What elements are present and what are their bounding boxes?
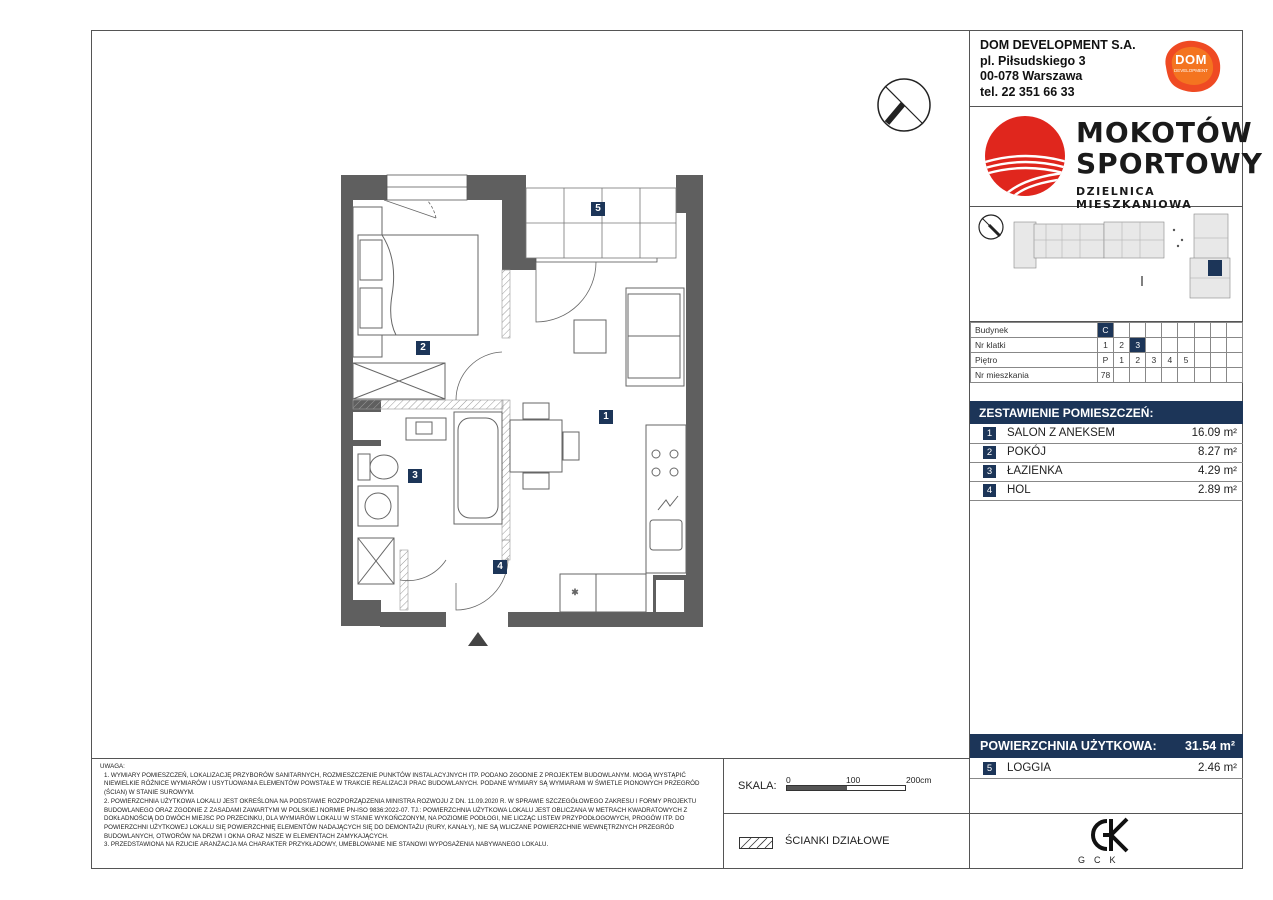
info-table-cell: 1 [1114, 353, 1130, 368]
info-table-cell [1194, 338, 1210, 353]
info-table-cell [1226, 323, 1242, 338]
sidebar-line [970, 813, 1243, 814]
info-table-cell: C [1097, 323, 1113, 338]
info-table-cell: 78 [1097, 368, 1113, 383]
info-table-cell: 2 [1130, 353, 1146, 368]
room-number: 2 [983, 446, 996, 459]
company-phone: tel. 22 351 66 33 [980, 84, 1075, 99]
wardrobe [353, 363, 445, 399]
project-title-line-2: SPORTOWY [1076, 147, 1263, 180]
info-table-cell [1162, 338, 1178, 353]
info-table-cell [1226, 353, 1242, 368]
info-table-cell [1114, 323, 1130, 338]
room-row [970, 462, 1243, 482]
info-table-cell [1226, 338, 1242, 353]
shaft [656, 580, 684, 612]
info-table-cell: 5 [1178, 353, 1194, 368]
room-name: POKÓJ [1007, 446, 1046, 458]
info-table-label: Piętro [971, 353, 1098, 368]
scale-legend-divider [723, 813, 969, 814]
dom-development-logo [1158, 37, 1224, 95]
info-table-row [971, 323, 1243, 338]
info-table-row [971, 353, 1243, 368]
partition-wall-legend-swatch [739, 836, 773, 848]
room-area: 4.29 m² [1198, 465, 1237, 477]
loggia-row [970, 759, 1243, 779]
loggia-floor [526, 188, 676, 258]
info-table-cell: 1 [1097, 338, 1113, 353]
info-table-cell [1130, 368, 1146, 383]
bed [353, 207, 478, 357]
project-subtitle: DZIELNICA MIESZKANIOWA [1076, 185, 1193, 211]
floor-plan [336, 170, 708, 650]
compass-icon [875, 77, 933, 133]
mokotow-sportowy-logo-mark [984, 116, 1066, 196]
scale-tick-label: 0 [786, 775, 791, 785]
note-item: 1. WYMIARY POMIESZCZEŃ, LOKALIZACJĘ PRZYBORÓW SANITARNYCH, ROZMIESZCZENIE PUNKTÓW INSTALACYJNYCH ITP. PODANO ZGODNIE Z PROJEKTEM BUDOWLANYM. MOGĄ WYSTĄPIĆ NIEWIELKIE RÓŻNICE WYMIARÓW I USYTUOWANIA ELEMENTÓW POWSTAŁE W TRAKCIE REALIZACJI PRAC BUDOWLANYCH. PODANE WYMIARY SĄ WYMIARAMI W ŚWIETLE PIONOWYCH PRZEGRÓD (ŚCIAN) W STANIE SUROWYM. [104, 771, 700, 797]
info-table-cell [1178, 338, 1194, 353]
info-table-cell [1146, 368, 1162, 383]
entrance-arrow-icon [468, 632, 488, 646]
room-number: 1 [983, 427, 996, 440]
info-table-cell [1210, 323, 1226, 338]
gck-logo [1081, 817, 1131, 858]
project-title-line-1: MOKOTÓW [1076, 116, 1253, 149]
info-table-cell: 2 [1114, 338, 1130, 353]
scale-tick-label: 200cm [906, 775, 932, 785]
partition-wall-legend-label: ŚCIANKI DZIAŁOWE [785, 835, 890, 847]
dining-set [510, 403, 579, 489]
info-table-cell [1210, 368, 1226, 383]
info-table-label: Nr klatki [971, 338, 1098, 353]
key-plan-compass-icon [979, 215, 1003, 239]
info-table-cell [1162, 368, 1178, 383]
info-table-cell: 3 [1146, 353, 1162, 368]
info-table-cell [1210, 353, 1226, 368]
dom-logo-text: DOM [1175, 52, 1207, 67]
dom-logo-subtext: DEVELOPMENT [1173, 68, 1208, 73]
company-city: 00-078 Warszawa [980, 69, 1083, 83]
key-plan [976, 210, 1238, 316]
gck-logo-text: GCK [1078, 855, 1125, 865]
room-row [970, 481, 1243, 501]
plan-room-tag-3: 3 [408, 469, 422, 483]
sofa [626, 288, 684, 386]
info-table-cell [1226, 368, 1242, 383]
usable-area-bar [970, 734, 1243, 758]
company-address [980, 38, 1136, 100]
info-table-cell [1194, 323, 1210, 338]
plan-room-tag-4: 4 [493, 560, 507, 574]
room-name: HOL [1007, 484, 1031, 496]
company-name: DOM DEVELOPMENT S.A. [980, 38, 1136, 52]
rooms-header [970, 401, 1243, 424]
note-item: 2. POWIERZCHNIA UŻYTKOWA LOKALU JEST OKREŚLONA NA PODSTAWIE ROZPORZĄDZENIA MINISTRA ROZWOJU Z DN. 11.09.2020 R. W SPRAWIE SZCZEGÓŁOWEGO ZAKRESU I FORMY PROJEKTU BUDOWLANEGO ORAZ ZGODNIE Z ZASADAMI ZAWARTYMI W POLSKIEJ NORMIE PN-ISO 9836:2022-07. TJ.: POWIERZCHNIA UŻYTKOWA LOKALU JEST OBLICZANA W METRACH KWADRATOWYCH Z DOKŁADNOŚCIĄ DO DWÓCH MIEJSC PO PRZECINKU, DLA WYMIARÓW LOKALU W STANIE WYKOŃCZONYM, NA POZIOMIE PODŁOGI, NIE LICZĄC LISTEW PRZYPODŁOGOWYCH, PROGÓW ITP. DO POWIERZCHNI UŻYTKOWEJ LOKALU SIĘ POWIERZCHNIĘ ELEMENTÓW NADAJĄCYCH SIĘ DO DEMONTAŻU (RURY, KANAŁY), NIE SĄ WLICZANE POWIERZCHNIE WEWNĘTRZNYCH PRZEGRÓD BUDOWLANYCH, OTWORÓW NA DRZWI I OKNA ORAZ NISZE W ELEMENTACH ZAMYKAJĄCYCH. [104, 797, 697, 840]
room-area: 8.27 m² [1198, 446, 1237, 458]
room-area: 2.89 m² [1198, 484, 1237, 496]
sidebar-line [970, 106, 1243, 107]
room-name: ŁAZIENKA [1007, 465, 1063, 477]
info-table-cell: 3 [1130, 338, 1146, 353]
info-table-cell [1114, 368, 1130, 383]
info-table-cell [1178, 323, 1194, 338]
info-table-cell [1194, 368, 1210, 383]
room-area: 16.09 m² [1191, 427, 1237, 439]
info-table-cell [1162, 323, 1178, 338]
usable-area-value: 31.54 m² [1184, 739, 1235, 753]
apartment-info-table [970, 322, 1243, 383]
info-table-cell [1178, 368, 1194, 383]
loggia-name: LOGGIA [1007, 762, 1052, 774]
footer-divider [91, 758, 969, 759]
plan-room-tag-5: 5 [591, 202, 605, 216]
scale-bar-fill [787, 786, 847, 790]
info-table-row [971, 338, 1243, 353]
info-table-cell [1146, 338, 1162, 353]
notes [100, 763, 716, 850]
info-table-cell [1210, 338, 1226, 353]
info-table-cell [1146, 323, 1162, 338]
plan-room-tag-2: 2 [416, 341, 430, 355]
scale-bar [786, 785, 906, 791]
scale-tick-label: 100 [846, 775, 861, 785]
room-row [970, 443, 1243, 463]
coffee-table [574, 320, 606, 353]
usable-area-label: POWIERZCHNIA UŻYTKOWA: [980, 739, 1157, 753]
room-name: SALON Z ANEKSEM [1007, 427, 1116, 439]
scale-label: SKALA: [738, 780, 777, 792]
info-table-row [971, 368, 1243, 383]
room-number: 4 [983, 484, 996, 497]
info-table-label: Nr mieszkania [971, 368, 1098, 383]
rooms-header-text: ZESTAWIENIE POMIESZCZEŃ: [979, 406, 1154, 420]
plan-room-tag-1: 1 [599, 410, 613, 424]
bathroom-fixtures [358, 412, 502, 584]
loggia-number: 5 [983, 762, 996, 775]
room-number: 3 [983, 465, 996, 478]
info-table-cell: 4 [1162, 353, 1178, 368]
company-street: pl. Piłsudskiego 3 [980, 53, 1086, 68]
room-row [970, 424, 1243, 444]
project-title [1076, 117, 1273, 211]
loggia-area: 2.46 m² [1198, 762, 1237, 774]
note-item: 3. PRZEDSTAWIONA NA RZUCIE ARANŻACJA MA CHARAKTER PRZYKŁADOWY, UMEBLOWANIE NIE STANOWI WYPOSAŻENIA NABYWANEGO LOKALU. [104, 841, 549, 849]
svg-text:*: * [572, 587, 578, 601]
info-table-label: Budynek [971, 323, 1098, 338]
notes-title: UWAGA: [100, 763, 125, 770]
info-table-cell [1130, 323, 1146, 338]
info-table-cell: P [1097, 353, 1113, 368]
info-table-cell [1194, 353, 1210, 368]
